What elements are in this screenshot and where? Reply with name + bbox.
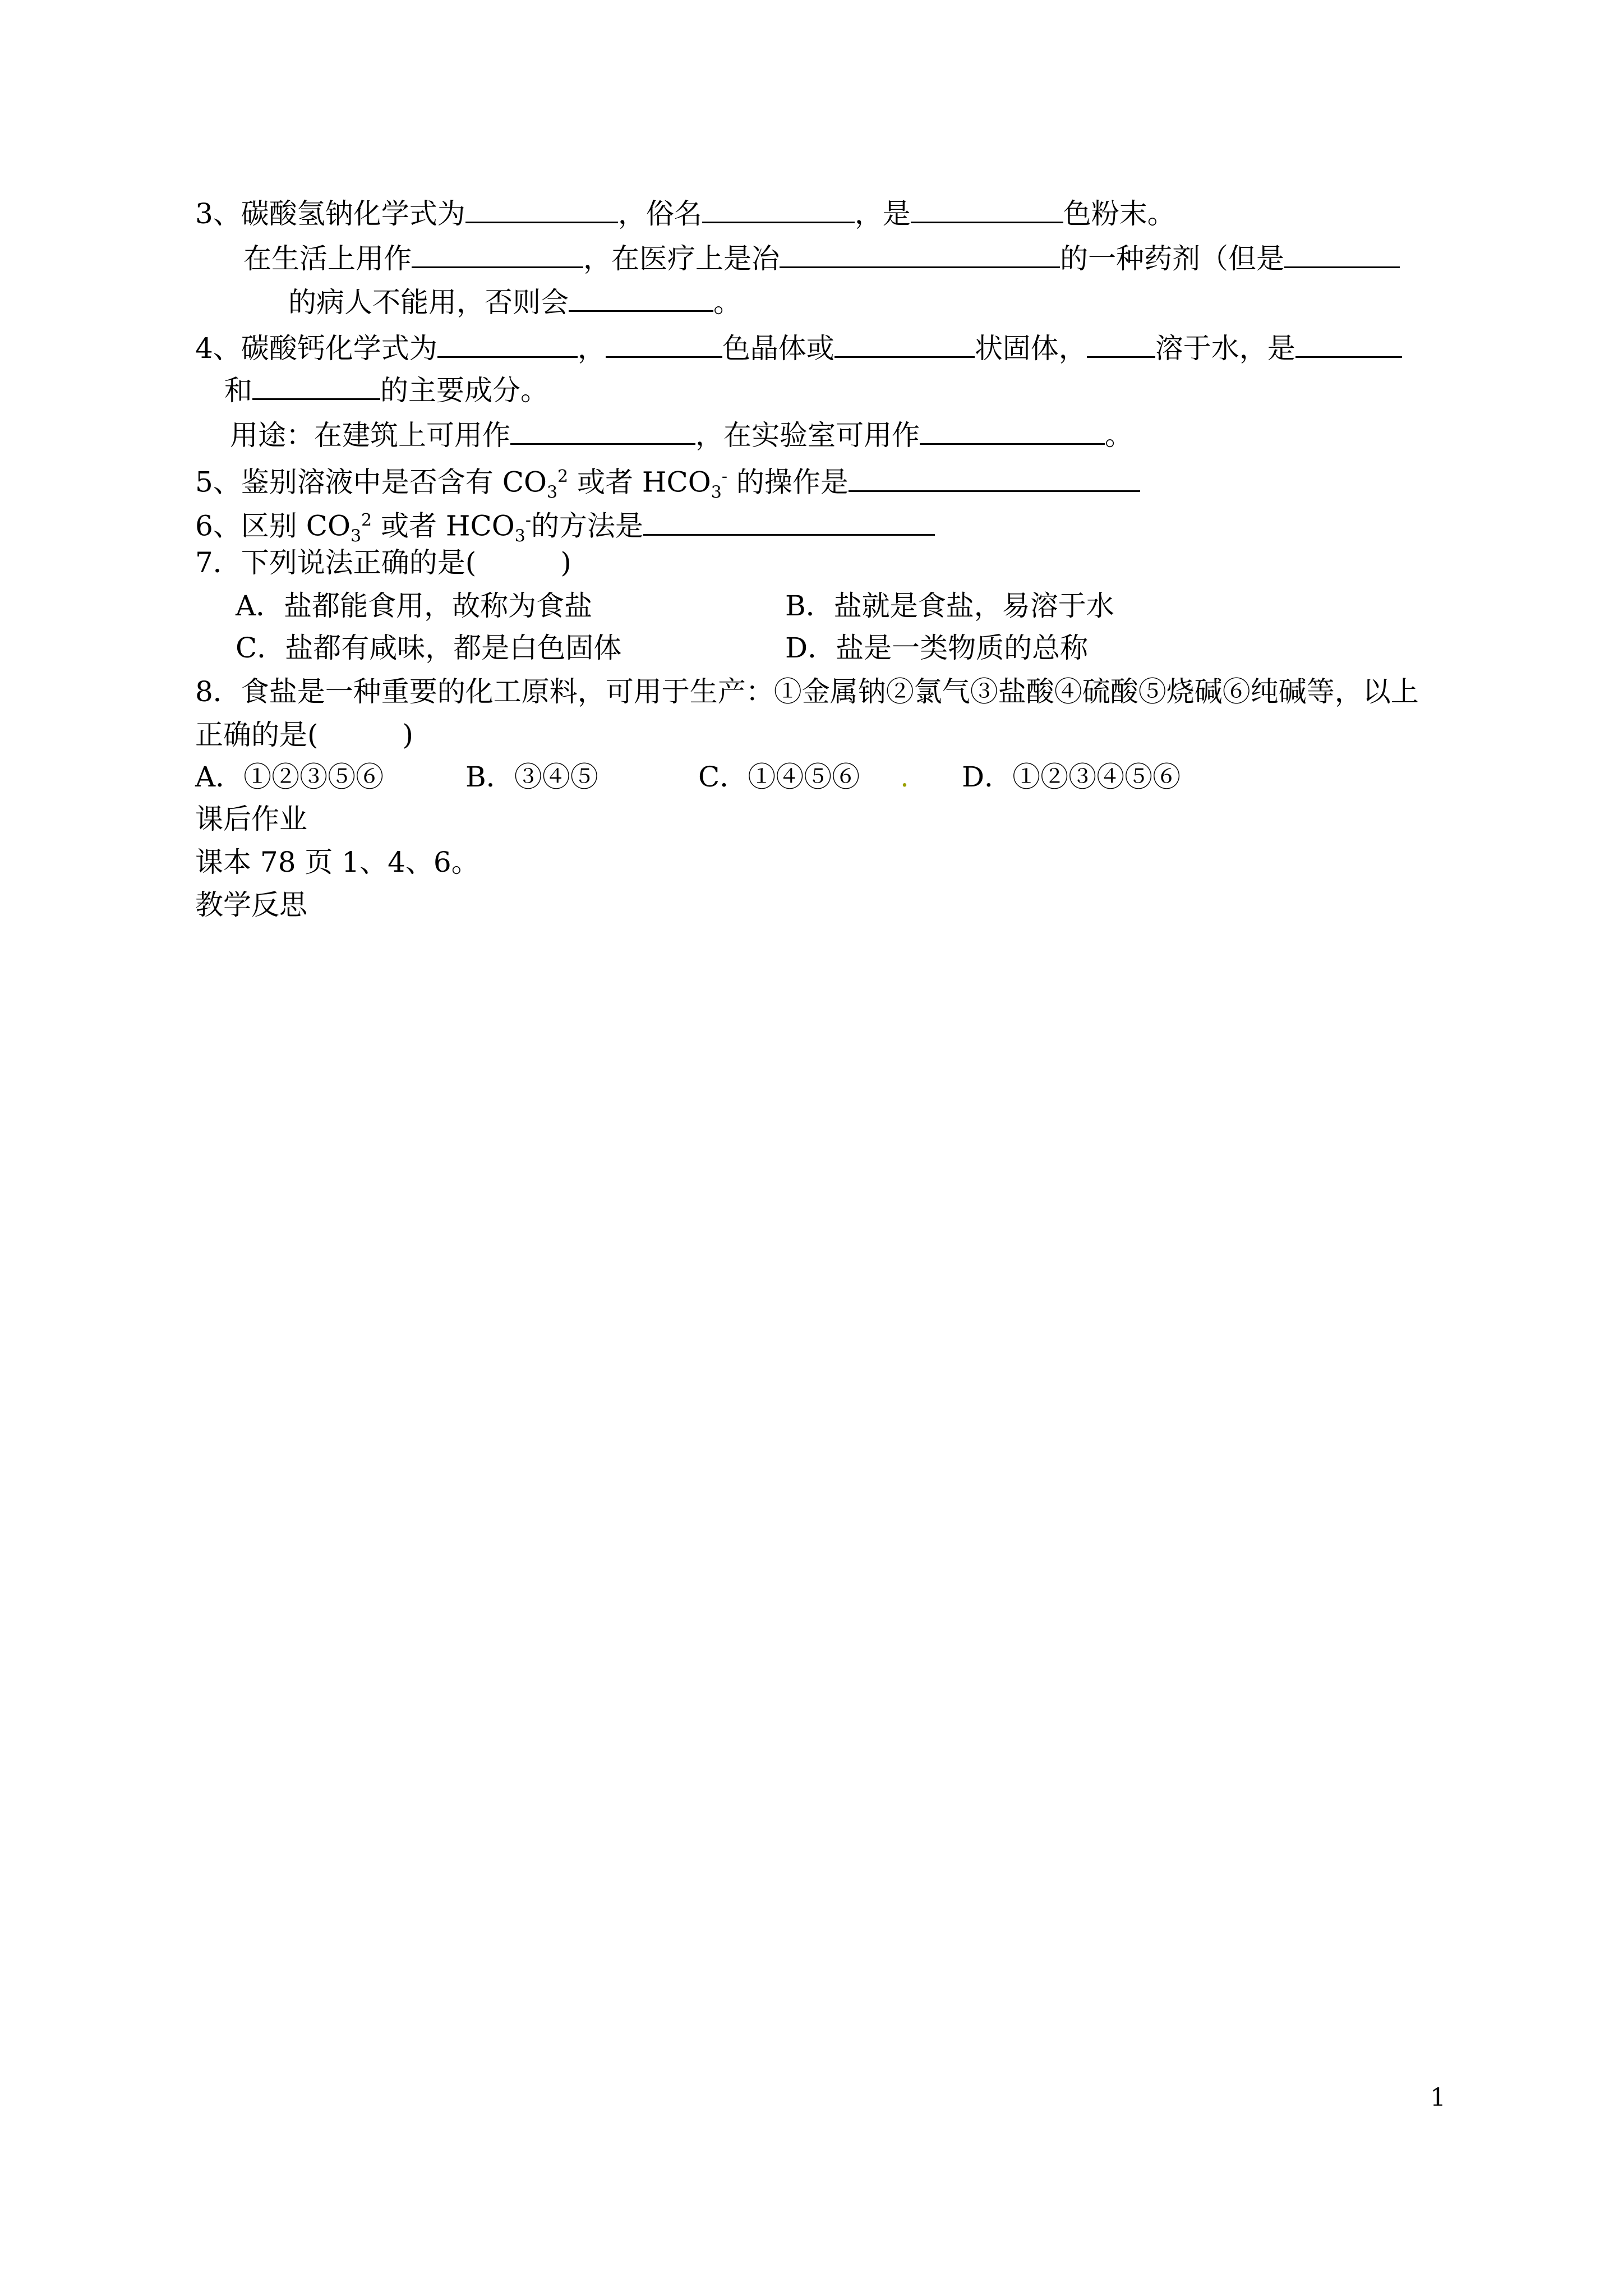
answer-blank[interactable] bbox=[1087, 328, 1155, 358]
answer-blank[interactable] bbox=[911, 194, 1063, 223]
q7-option-a[interactable]: A．盐都能食用，故称为食盐 bbox=[236, 590, 593, 622]
answer-blank[interactable] bbox=[1284, 238, 1400, 268]
q5-text-mid: 或者 HCO bbox=[568, 466, 711, 499]
answer-blank[interactable] bbox=[569, 282, 713, 312]
q4-text-4: 状固体， bbox=[974, 332, 1087, 365]
q7-option-d[interactable]: D．盐是一类物质的总称 bbox=[785, 632, 1089, 664]
q3-text-7: 的一种药剂（但是 bbox=[1060, 242, 1284, 275]
q6-sup-2: - bbox=[525, 510, 532, 530]
answer-blank[interactable] bbox=[780, 238, 1060, 268]
q3-text-8: 的病人不能用，否则会 bbox=[288, 286, 569, 319]
q6-text-mid: 或者 HCO bbox=[372, 509, 515, 542]
q8-option-a[interactable]: A．①②③⑤⑥ bbox=[195, 761, 384, 793]
q3-text-3: ，是 bbox=[854, 197, 911, 230]
q3-line-3 bbox=[288, 282, 1623, 322]
q3-line-2 bbox=[243, 238, 1623, 278]
q5-sub-2: 3 bbox=[711, 482, 722, 503]
q4-line-2 bbox=[224, 370, 1623, 410]
page-number: 1 bbox=[1430, 2083, 1446, 2112]
q8-option-b[interactable]: B．③④⑤ bbox=[465, 761, 598, 793]
q5-sup-2: - bbox=[721, 467, 728, 486]
q3-line-1 bbox=[195, 194, 1623, 233]
q5-text-pre: 5、鉴别溶液中是否含有 CO bbox=[195, 466, 547, 499]
answer-blank[interactable] bbox=[1295, 328, 1402, 358]
answer-blank[interactable] bbox=[606, 328, 722, 358]
answer-blank[interactable] bbox=[920, 415, 1105, 445]
answer-blank[interactable] bbox=[702, 194, 855, 223]
q4-text-2: ， bbox=[577, 332, 606, 365]
q7-option-b[interactable]: B．盐就是食盐，易溶于水 bbox=[785, 590, 1114, 622]
q4-line-1 bbox=[195, 328, 1623, 368]
answer-blank[interactable] bbox=[465, 194, 618, 223]
reflection-title: 教学反思 bbox=[195, 889, 307, 921]
answer-blank[interactable] bbox=[412, 238, 583, 268]
q6-text-post: 的方法是 bbox=[531, 509, 644, 542]
homework-text: 课本 78 页 1、4、6。 bbox=[195, 846, 479, 878]
answer-blank[interactable] bbox=[834, 328, 975, 358]
answer-blank[interactable] bbox=[849, 462, 1140, 492]
q8-option-c[interactable]: C．①④⑤⑥ bbox=[698, 761, 860, 793]
q5-sub-1: 3 bbox=[546, 482, 558, 503]
q3-text-1: 3、碳酸氢钠化学式为 bbox=[195, 197, 465, 230]
q4-text-9: ，在实验室可用作 bbox=[695, 419, 920, 452]
q4-text-7: 的主要成分。 bbox=[380, 374, 548, 407]
answer-blank[interactable] bbox=[510, 415, 695, 445]
q8-stem-1: 8．食盐是一种重要的化工原料，可用于生产：①金属钠②氯气③盐酸④硫酸⑤烧碱⑥纯碱等，以上 bbox=[195, 675, 1419, 708]
q4-text-5: 溶于水，是 bbox=[1155, 332, 1295, 365]
q4-text-1: 4、碳酸钙化学式为 bbox=[195, 332, 437, 365]
q4-text-8: 用途：在建筑上可用作 bbox=[230, 419, 510, 452]
answer-blank[interactable] bbox=[252, 370, 380, 400]
q5-sup-1: 2 bbox=[557, 467, 569, 486]
q3-text-5: 在生活上用作 bbox=[243, 242, 412, 275]
q7-option-c[interactable]: C．盐都有咸味，都是白色固体 bbox=[236, 632, 622, 664]
q5-text-post: 的操作是 bbox=[727, 466, 849, 499]
q8-stem-2: 正确的是( ) bbox=[195, 719, 414, 751]
q4-line-3 bbox=[230, 415, 1623, 455]
answer-blank[interactable] bbox=[643, 506, 935, 536]
q4-text-10: 。 bbox=[1105, 419, 1133, 452]
q6-sub-2: 3 bbox=[514, 526, 525, 546]
q6-sub-1: 3 bbox=[350, 526, 362, 546]
q8-option-d[interactable]: D．①②③④⑤⑥ bbox=[962, 761, 1181, 793]
answer-blank[interactable] bbox=[437, 328, 578, 358]
q6-text-pre: 6、区别 CO bbox=[195, 509, 351, 542]
q3-text-4: 色粉末。 bbox=[1063, 197, 1175, 230]
q3-text-6: ，在医疗上是冶 bbox=[583, 242, 780, 275]
homework-title: 课后作业 bbox=[195, 803, 307, 835]
q3-text-9: 。 bbox=[713, 286, 741, 319]
q7-stem: 7．下列说法正确的是( ) bbox=[195, 546, 571, 579]
q3-text-2: ，俗名 bbox=[617, 197, 702, 230]
stray-mark: . bbox=[900, 761, 909, 793]
q4-text-3: 色晶体或 bbox=[722, 332, 834, 365]
q4-text-6: 和 bbox=[224, 374, 252, 407]
q6-sup-1: 2 bbox=[361, 510, 372, 530]
